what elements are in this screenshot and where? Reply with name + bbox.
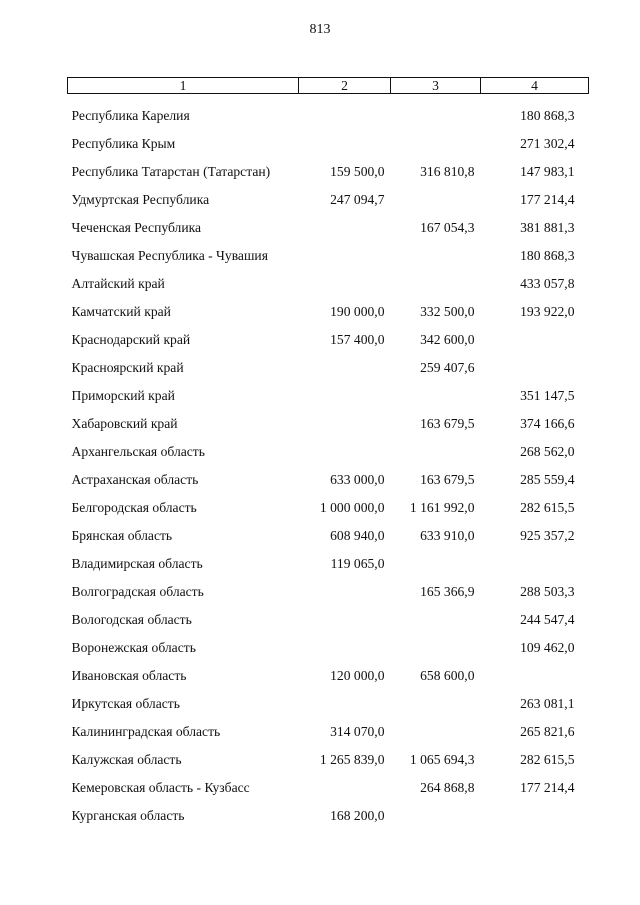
region-name-cell: Астраханская область — [71, 472, 199, 487]
region-name-cell: Чеченская Республика — [71, 220, 202, 235]
value-col-2-cell: 608 940,0 — [330, 528, 385, 543]
header-col-1: 1 — [68, 78, 299, 94]
table-row — [68, 522, 589, 550]
table-header — [68, 78, 589, 94]
region-name-cell: Камчатский край — [71, 304, 171, 319]
value-col-4-cell: 177 214,4 — [520, 780, 575, 795]
value-col-2-cell — [299, 242, 391, 270]
header-col-4: 4 — [481, 78, 589, 94]
region-name-cell: Кемеровская область - Кузбасс — [71, 780, 250, 795]
value-col-4-cell: 285 559,4 — [520, 472, 575, 487]
value-col-2-cell — [299, 94, 391, 131]
table-row — [68, 298, 589, 326]
table-row — [68, 550, 589, 578]
value-col-2-cell: 168 200,0 — [330, 808, 385, 823]
region-name-cell: Волгоградская область — [71, 584, 204, 599]
header-col-3: 3 — [391, 78, 481, 94]
table-row — [68, 466, 589, 494]
region-name-cell: Курганская область — [71, 808, 185, 823]
table-row — [68, 130, 589, 158]
value-col-4-cell: 180 868,3 — [520, 108, 575, 123]
table-row — [68, 214, 589, 242]
value-col-4-cell: 381 881,3 — [520, 220, 575, 235]
value-col-4-cell — [481, 802, 589, 830]
value-col-3-cell: 316 810,8 — [420, 164, 475, 179]
value-col-4-cell: 271 302,4 — [520, 136, 575, 151]
region-name-cell: Республика Татарстан (Татарстан) — [71, 164, 271, 179]
value-col-3-cell — [391, 634, 481, 662]
value-col-2-cell — [299, 130, 391, 158]
region-name-cell: Хабаровский край — [71, 416, 178, 431]
value-col-4-cell: 193 922,0 — [520, 304, 575, 319]
table-row — [68, 410, 589, 438]
value-col-3-cell — [391, 690, 481, 718]
value-col-4-cell: 282 615,5 — [520, 752, 575, 767]
value-col-3-cell: 163 679,5 — [420, 416, 475, 431]
data-table — [67, 77, 589, 830]
value-col-2-cell — [299, 410, 391, 438]
header-col-2: 2 — [299, 78, 391, 94]
value-col-4-cell — [481, 354, 589, 382]
value-col-3-cell: 658 600,0 — [420, 668, 475, 683]
value-col-4-cell — [481, 326, 589, 354]
value-col-2-cell — [299, 634, 391, 662]
value-col-2-cell: 190 000,0 — [330, 304, 385, 319]
value-col-3-cell — [391, 130, 481, 158]
value-col-2-cell — [299, 214, 391, 242]
value-col-2-cell: 159 500,0 — [330, 164, 385, 179]
page-number: 813 — [309, 22, 331, 37]
value-col-4-cell: 177 214,4 — [520, 192, 575, 207]
value-col-3-cell: 633 910,0 — [420, 528, 475, 543]
region-name-cell: Краснодарский край — [71, 332, 191, 347]
value-col-4-cell: 147 983,1 — [520, 164, 575, 179]
value-col-2-cell: 120 000,0 — [330, 668, 385, 683]
region-name-cell: Республика Крым — [71, 136, 176, 151]
value-col-3-cell: 167 054,3 — [420, 220, 475, 235]
region-name-cell: Алтайский край — [71, 276, 165, 291]
value-col-3-cell — [391, 438, 481, 466]
value-col-2-cell — [299, 774, 391, 802]
region-name-cell: Вологодская область — [71, 612, 192, 627]
region-name-cell: Брянская область — [71, 528, 173, 543]
table-row — [68, 606, 589, 634]
value-col-2-cell: 247 094,7 — [330, 192, 385, 207]
value-col-4-cell: 282 615,5 — [520, 500, 575, 515]
region-name-cell: Красноярский край — [71, 360, 184, 375]
value-col-4-cell: 288 503,3 — [520, 584, 575, 599]
value-col-3-cell — [391, 550, 481, 578]
value-col-2-cell: 119 065,0 — [330, 556, 385, 571]
value-col-2-cell — [299, 690, 391, 718]
value-col-3-cell — [391, 382, 481, 410]
table-row — [68, 718, 589, 746]
table-row — [68, 578, 589, 606]
value-col-2-cell: 633 000,0 — [330, 472, 385, 487]
value-col-3-cell: 332 500,0 — [420, 304, 475, 319]
value-col-2-cell — [299, 606, 391, 634]
table-row — [68, 494, 589, 522]
value-col-4-cell: 180 868,3 — [520, 248, 575, 263]
region-name-cell: Республика Карелия — [71, 108, 190, 123]
table-row — [68, 774, 589, 802]
value-col-4-cell: 263 081,1 — [520, 696, 575, 711]
region-name-cell: Удмуртская Республика — [71, 192, 210, 207]
header-row — [68, 78, 589, 94]
value-col-4-cell: 109 462,0 — [520, 640, 575, 655]
region-name-cell: Белгородская область — [71, 500, 197, 515]
region-name-cell: Воронежская область — [71, 640, 196, 655]
value-col-3-cell: 1 065 694,3 — [409, 752, 475, 767]
value-col-3-cell — [391, 270, 481, 298]
value-col-4-cell: 265 821,6 — [520, 724, 575, 739]
value-col-3-cell — [391, 242, 481, 270]
table-row — [68, 746, 589, 774]
region-name-cell: Чувашская Республика - Чувашия — [71, 248, 268, 263]
value-col-4-cell — [481, 662, 589, 690]
value-col-3-cell: 1 161 992,0 — [409, 500, 475, 515]
table-row — [68, 802, 589, 830]
table-row — [68, 690, 589, 718]
value-col-2-cell — [299, 438, 391, 466]
region-name-cell: Калининградская область — [71, 724, 221, 739]
value-col-4-cell: 374 166,6 — [520, 416, 575, 431]
value-col-2-cell — [299, 270, 391, 298]
value-col-2-cell: 1 000 000,0 — [319, 500, 385, 515]
value-col-3-cell — [391, 94, 481, 131]
value-col-3-cell — [391, 186, 481, 214]
table-row — [68, 662, 589, 690]
value-col-2-cell — [299, 382, 391, 410]
table-row — [68, 242, 589, 270]
value-col-3-cell — [391, 802, 481, 830]
table-row — [68, 158, 589, 186]
value-col-2-cell — [299, 354, 391, 382]
value-col-4-cell: 433 057,8 — [520, 276, 575, 291]
region-name-cell: Иркутская область — [71, 696, 180, 711]
table-row — [68, 186, 589, 214]
table-row — [68, 326, 589, 354]
region-name-cell: Ивановская область — [71, 668, 187, 683]
table-body — [68, 94, 589, 831]
value-col-3-cell: 342 600,0 — [420, 332, 475, 347]
value-col-3-cell: 264 868,8 — [420, 780, 475, 795]
region-name-cell: Приморский край — [71, 388, 175, 403]
value-col-2-cell — [299, 578, 391, 606]
value-col-3-cell — [391, 718, 481, 746]
value-col-2-cell: 1 265 839,0 — [319, 752, 385, 767]
value-col-4-cell: 351 147,5 — [520, 388, 575, 403]
value-col-3-cell: 259 407,6 — [420, 360, 475, 375]
value-col-2-cell: 314 070,0 — [330, 724, 385, 739]
region-name-cell: Калужская область — [71, 752, 182, 767]
table-row — [68, 94, 589, 131]
table-row — [68, 634, 589, 662]
value-col-3-cell — [391, 606, 481, 634]
value-col-2-cell: 157 400,0 — [330, 332, 385, 347]
value-col-4-cell: 244 547,4 — [520, 612, 575, 627]
region-name-cell: Архангельская область — [71, 444, 205, 459]
value-col-4-cell: 925 357,2 — [520, 528, 575, 543]
table-row — [68, 382, 589, 410]
value-col-4-cell — [481, 550, 589, 578]
value-col-3-cell: 165 366,9 — [420, 584, 475, 599]
table-row — [68, 270, 589, 298]
value-col-4-cell: 268 562,0 — [520, 444, 575, 459]
region-name-cell: Владимирская область — [71, 556, 203, 571]
value-col-3-cell: 163 679,5 — [420, 472, 475, 487]
table-row — [68, 354, 589, 382]
table-row — [68, 438, 589, 466]
